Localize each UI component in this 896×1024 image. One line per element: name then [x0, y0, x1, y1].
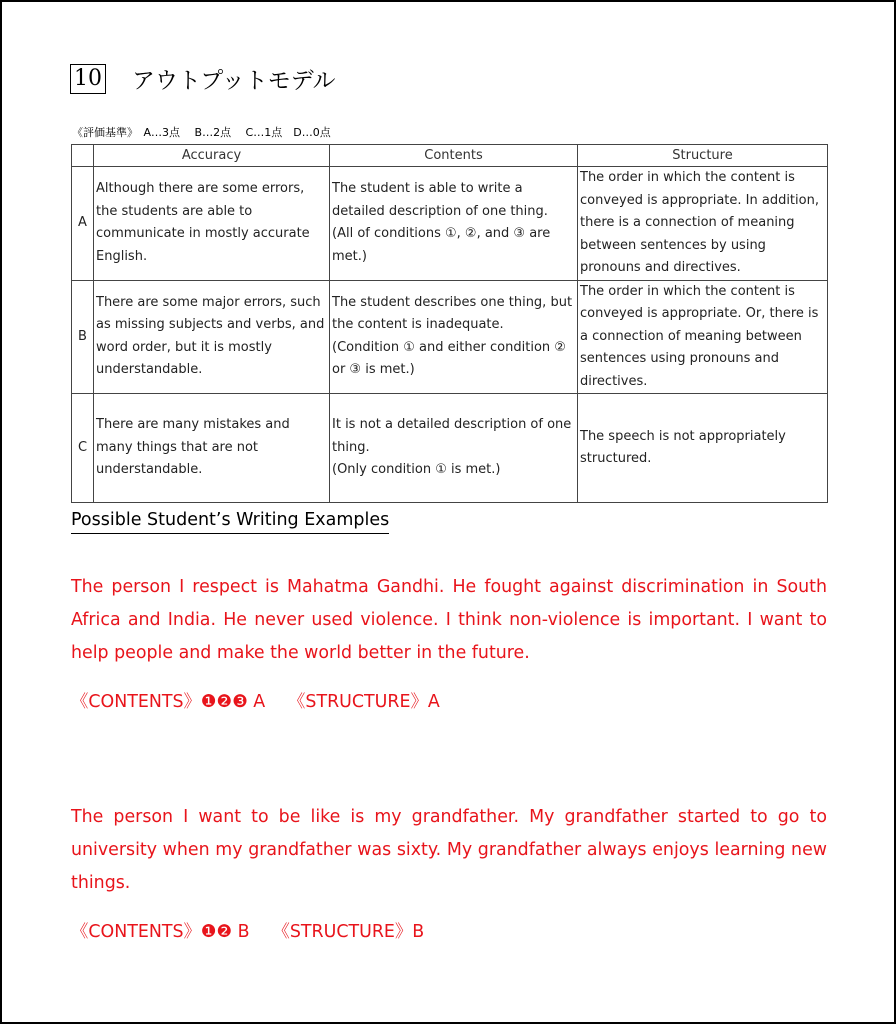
rubric-grade: C: [72, 394, 94, 503]
rubric-contents-cell: It is not a detailed description of one thing. (Only condition ① is met.): [330, 394, 578, 503]
rubric-structure-cell: The order in which the content is conveyed is appropriate. In addition, there is a connection of meaning between sentences by using pronouns and directives.: [578, 167, 828, 281]
rubric-header-accuracy: Accuracy: [94, 145, 330, 167]
rubric-header-grade: [72, 145, 94, 167]
rubric-grade: B: [72, 280, 94, 394]
section-number: 10: [70, 64, 106, 94]
rubric-accuracy-cell: Although there are some errors, the students are able to communicate in mostly accurate English.: [94, 167, 330, 281]
example-text: The person I respect is Mahatma Gandhi. He fought against discrimination in South Africa and India. He never used violence. I think non-violence is important. I want to help people and make the world better in the future.: [71, 577, 827, 663]
rubric-header-contents: Contents: [330, 145, 578, 167]
rubric-header-structure: Structure: [578, 145, 828, 167]
rubric-accuracy-cell: There are some major errors, such as missing subjects and verbs, and word order, but it is mostly understandable.: [94, 280, 330, 394]
evaluation-criteria: 《評価基準》 A…3点 B…2点 C…1点 D…0点: [72, 126, 331, 139]
rubric-accuracy-cell: There are many mistakes and many things that are not understandable.: [94, 394, 330, 503]
rubric-table: [71, 144, 828, 503]
rubric-row-a: [72, 167, 828, 281]
rubric-row-c: [72, 394, 828, 503]
rubric-structure-cell: The speech is not appropriately structured.: [578, 394, 828, 503]
example-score: 《CONTENTS》❶❷❸ A 《STRUCTURE》A: [71, 692, 440, 712]
section-title: [70, 62, 336, 95]
rubric-header-row: [72, 145, 828, 167]
rubric-contents-cell: The student describes one thing, but the content is inadequate. (Condition ① and either condition ② or ③ is met.): [330, 280, 578, 394]
rubric-grade: A: [72, 167, 94, 281]
example-text: The person I want to be like is my grandfather. My grandfather started to go to university when my grandfather was sixty. My grandfather always enjoys learning new things.: [71, 807, 827, 893]
rubric-structure-cell: The order in which the content is conveyed is appropriate. Or, there is a connection of meaning between sentences using pronouns and directives.: [578, 280, 828, 394]
section-title-text: アウトプットモデル: [132, 68, 336, 94]
examples-heading: Possible Student’s Writing Examples: [71, 509, 389, 534]
rubric-contents-cell: The student is able to write a detailed description of one thing. (All of conditions ①, ②, and ③ are met.): [330, 167, 578, 281]
rubric-row-b: [72, 280, 828, 394]
example-score: 《CONTENTS》❶❷ B 《STRUCTURE》B: [71, 922, 425, 942]
